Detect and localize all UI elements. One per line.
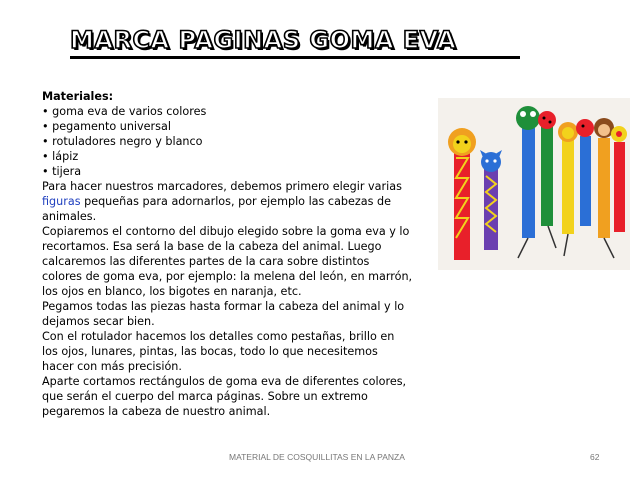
materials-item: • tijera bbox=[42, 165, 82, 178]
body-line: Pegamos todas las piezas hasta formar la cabeza del animal y lo bbox=[42, 300, 405, 313]
body-line: dejamos secar bien. bbox=[42, 315, 155, 328]
body-line: Aparte cortamos rectángulos de goma eva de diferentes colores, bbox=[42, 375, 407, 388]
page-title: MARCA PAGINAS GOMA EVA bbox=[70, 26, 457, 54]
body-line: Con el rotulador hacemos los detalles como pestañas, brillo en bbox=[42, 330, 395, 343]
title-underline bbox=[70, 56, 520, 59]
footer-text: MATERIAL DE COSQUILLITAS EN LA PANZA bbox=[229, 452, 405, 462]
body-line: animales. bbox=[42, 210, 97, 223]
materials-item: • rotuladores negro y blanco bbox=[42, 135, 203, 148]
body-line: Para hacer nuestros marcadores, debemos primero elegir varias bbox=[42, 180, 402, 193]
bookmarks-photo bbox=[438, 98, 630, 270]
materials-item: • pegamento universal bbox=[42, 120, 171, 133]
body-line: hacer con más precisión. bbox=[42, 360, 182, 373]
page-number: 62 bbox=[590, 452, 600, 462]
figuras-link[interactable]: figuras bbox=[42, 195, 81, 208]
body-line: calcaremos las diferentes partes de la cara sobre distintos bbox=[42, 255, 370, 268]
body-line bbox=[42, 194, 434, 209]
body-line: que serán el cuerpo del marca páginas. Sobre un extremo bbox=[42, 390, 368, 403]
body-line: los ojos, lunares, pintas, las bocas, todo lo que necesitemos bbox=[42, 345, 378, 358]
materials-item: • goma eva de varios colores bbox=[42, 105, 207, 118]
main-text bbox=[42, 89, 434, 419]
body-line: los ojos en blanco, los bigotes en naranja, etc. bbox=[42, 285, 302, 298]
body-line: recortamos. Esa será la base de la cabeza del animal. Luego bbox=[42, 240, 382, 253]
materials-item: • lápiz bbox=[42, 150, 79, 163]
materials-heading: Materiales: bbox=[42, 90, 114, 103]
body-line: colores de goma eva, por ejemplo: la melena del león, en marrón, bbox=[42, 270, 413, 283]
body-line: pegaremos la cabeza de nuestro animal. bbox=[42, 405, 271, 418]
body-line-text: pequeñas para adornarlos, por ejemplo las cabezas de bbox=[80, 195, 392, 208]
body-line: Copiaremos el contorno del dibujo elegido sobre la goma eva y lo bbox=[42, 225, 410, 238]
